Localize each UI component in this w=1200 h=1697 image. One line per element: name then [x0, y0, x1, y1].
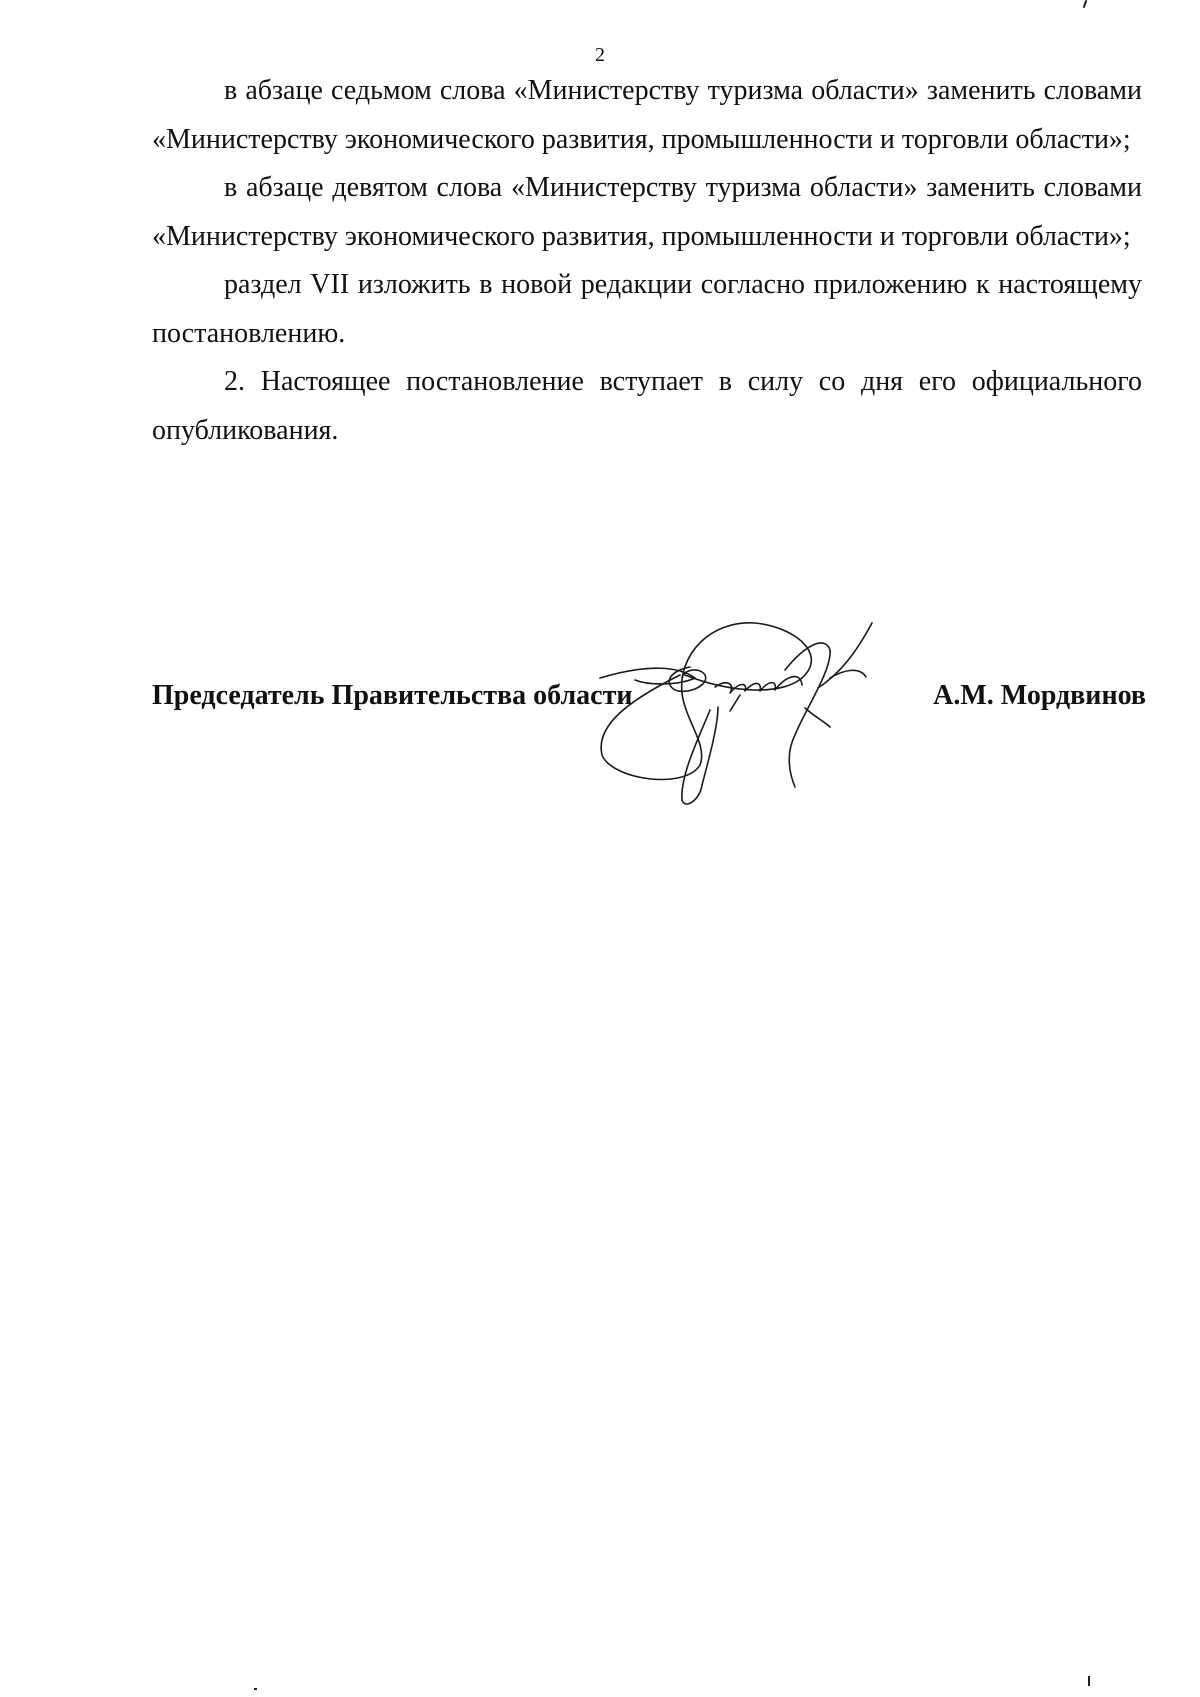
page-number: 2 [595, 44, 605, 66]
paragraph-effective-date: 2. Настоящее постановление вступает в силу со дня его официального опубликования. [152, 366, 1142, 446]
paragraph-section-vii-amendment: раздел VII изложить в новой редакции согласно приложению к настоящему постановлению. [152, 269, 1142, 349]
scan-artifact [1083, 0, 1088, 8]
signer-position: Председатель Правительства области [152, 680, 633, 711]
scan-artifact [1088, 1676, 1090, 1686]
signer-name: А.М. Мордвинов [933, 680, 1146, 711]
paragraph-seventh-indent-amendment: в абзаце седьмом слова «Министерству туризма области» заменить словами «Министерству экономического развития, промышленности и торговли области»; [152, 75, 1142, 155]
scan-artifact [254, 1688, 257, 1690]
handwritten-signature [590, 615, 950, 815]
paragraph-ninth-indent-amendment: в абзаце девятом слова «Министерству туризма области» заменить словами «Министерству экономического развития, промышленности и торговли области»; [152, 172, 1142, 252]
document-body [152, 67, 1142, 455]
